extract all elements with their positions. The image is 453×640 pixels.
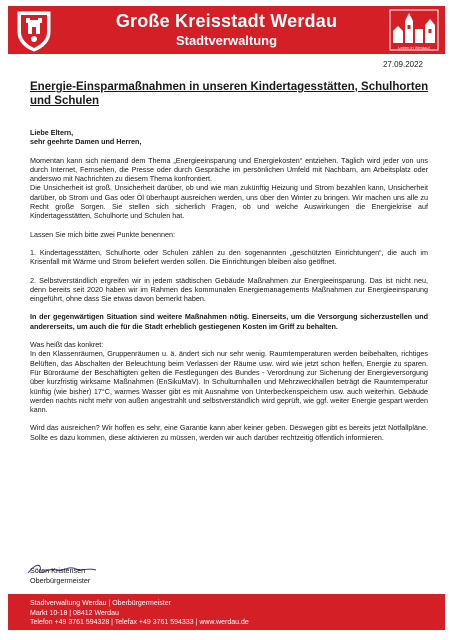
paragraph-emphasis: In der gegenwärtigen Situation sind weitere Maßnahmen nötig. Einerseits, um die Versorgung sicherzustellen und andererseits, um auch die für die Stadt erheblich gestiegenen Kosten im Griff zu behalten. [30, 312, 428, 331]
footer-line-office: Stadtverwaltung Werdau | Oberbürgermeister [30, 600, 171, 607]
paragraph-concrete-heading: Was heißt das konkret: [30, 340, 104, 350]
signature-block [30, 566, 90, 585]
paragraph-concrete-measures: In den Klassenräumen, Gruppenräumen u. ä. ändert sich nur sehr wenig. Raumtemperaturen werden beibehalten, richtiges Belüften, das Abschalten der Beleuchtung beim Verlassen der Räume usw. wird wie jetzt schon helfen, Energie zu sparen. Für Büroräume der Beschäftigten gelten die Festlegungen des Bundes - Verordnung zur Sicherung der Energieversorgung über kurzfristig wirksame Maßnahmen (EnSikuMaV). In Schulturnhallen und Mehrzweckhallen beträgt die Raumtemperatur künftig (wie bisher) 17°C, warmes Wasser gibt es mit Ausnahme von Unterbeckenspeichern usw. auch weiterhin. Gebäude werden nachts nicht mehr von außen angestrahlt und selbstverständlich wird geprüft, wie ggf. weiter Energie gespart werden kann. [30, 349, 428, 415]
paragraph-uncertainty: Die Unsicherheit ist groß. Unsicherheit darüber, ob und wie man zukünftig Heizung und Strom bezahlen kann, Unsicherheit darüber, ob Strom und Gas oder Öl überhaupt ausreichen werden, uns über den Winter zu bringen. Wir machen uns alle zu Recht große Sorgen. Sie stellen sich sicherlich Fragen, ob und welche Auswirkungen die Energiekrise auf Kindertagesstätten, Schulhorte und Schulen hat. [30, 183, 428, 221]
letter-footer [8, 594, 445, 630]
paragraph-two-points: Lassen Sie mich bitte zwei Punkte benennen: [30, 229, 176, 239]
letter-body [30, 128, 428, 451]
paragraph-point-2: 2. Selbstverständlich ergreifen wir in jedem städtischen Gebäude Maßnahmen zur Energieeinsparung. Das ist nicht neu, denn bereits seit 2020 haben wir im Rahmen des kommunalen Energiemanagements Maßnahmen zur Energieeinsparung eingeführt, ohne dass Sie etwas davon bemerkt haben. [30, 275, 428, 304]
salutation-line-2: sehr geehrte Damen und Herren, [30, 137, 142, 147]
footer-line-contact: Telefon +49 3761 594328 | Telefax +49 3761 594333 | www.werdau.de [30, 619, 249, 626]
letterhead-banner [8, 6, 445, 54]
letterhead-subtitle: Stadtverwaltung [175, 33, 278, 48]
town-logo-caption: Leben in Werdau! [398, 45, 430, 50]
paragraph-intro: Momentan kann sich niemand dem Thema „Energieeinsparung und Energiekosten“ entziehen. Täglich wird jeder von uns durch Internet, Fernsehen, die Presse oder durch Gespräche im persönlichen Umfeld mit Nachbarn, am Arbeitsplatz oder anderswo mit Nachrichten zu diesem Thema konfrontiert. [30, 155, 428, 184]
letter-subject: Energie-Einsparmaßnahmen in unseren Kindertagesstätten, Schulhorten und Schulen [30, 81, 429, 107]
salutation-line-1: Liebe Eltern, [30, 128, 74, 137]
paragraph-outlook: Wird das ausreichen? Wir hoffen es sehr, eine Garantie kann aber keiner geben. Deswegen gibt es bereits jetzt Notfallpläne. Sollte es dazu kommen, diese aktivieren zu müssen, werden wir auch darüber rechtzeitig öffentlich informieren. [30, 423, 428, 442]
signatory-role: Oberbürgermeister [30, 575, 91, 585]
letter-date: 27.09.2022 [382, 60, 423, 69]
signatory-name: Sören Kristensen [30, 566, 86, 575]
footer-line-address: Markt 10-18 | 08412 Werdau [30, 609, 119, 617]
paragraph-point-1: 1. Kindertagesstätten, Schulhorte oder Schulen zählen zu den sogenannten „geschützten Einrichtungen“, die auch im Krisenfall mit Wärme und Strom beliefert werden sollen. Die Einrichtungen bleiben also geöffnet. [30, 247, 428, 267]
letterhead-title: Große Kreisstadt Werdau [115, 11, 338, 31]
